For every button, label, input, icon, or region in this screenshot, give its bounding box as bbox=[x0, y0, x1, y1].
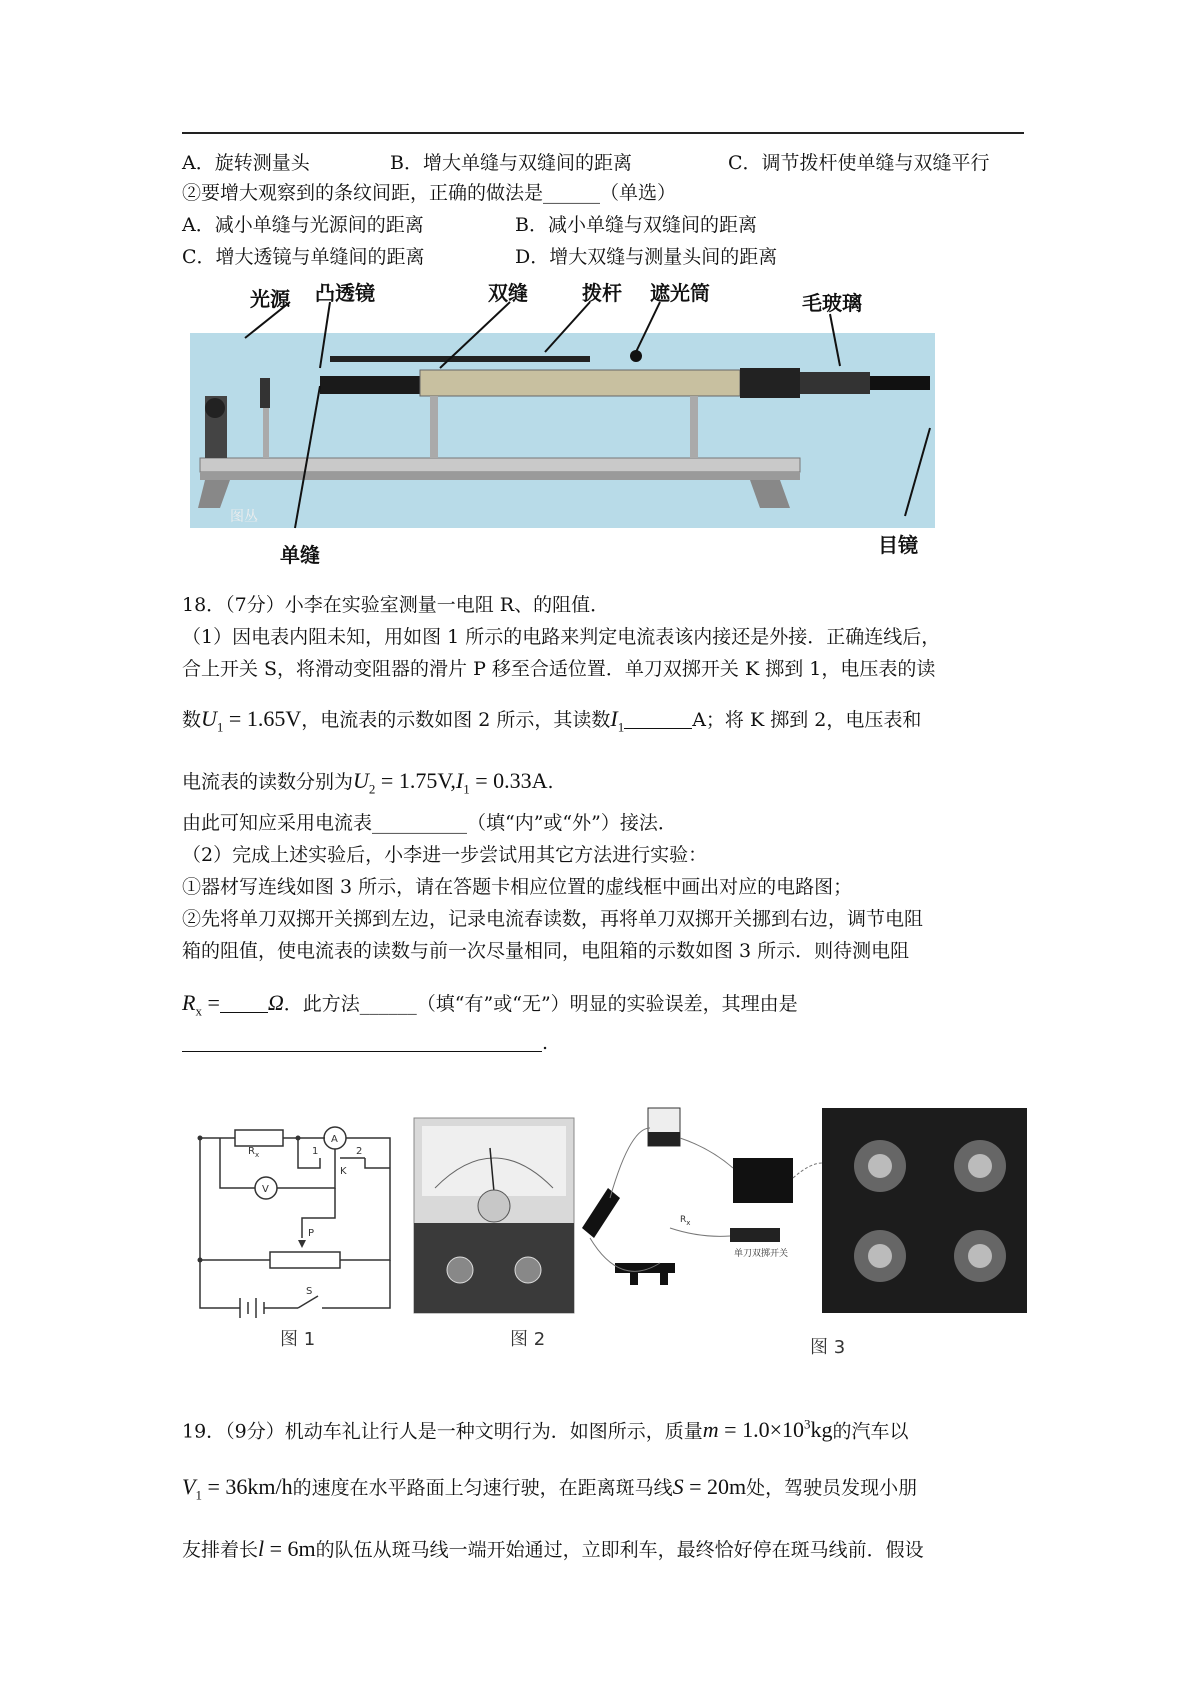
q18-part1-line4: 电流表的读数分别为$U_2 = 1.75V,I_1 = 0.33A$. bbox=[182, 768, 554, 797]
fig1-slider-arrow bbox=[298, 1240, 306, 1248]
q18-part2-line5: $R_x = \Omega$．此方法______（填“有”或“无”）明显的实验误差，其理由是 bbox=[182, 990, 798, 1019]
u1-formula: $U_1 = 1.65V$ bbox=[201, 706, 302, 735]
light-source-assembly bbox=[205, 396, 227, 458]
option-a-reduce-source-distance: A．减小单缝与光源间的距离 bbox=[182, 214, 424, 236]
option-c-increase-lens-distance: C．增大透镜与单缝间的距离 bbox=[182, 246, 425, 268]
option-c-adjust-lever: C．调节拨杆使单缝与双缝平行 bbox=[728, 152, 990, 174]
q18-part2-line1: （2）完成上述实验后，小李进一步尝试用其它方法进行实验： bbox=[182, 844, 708, 866]
reason-answer-blank[interactable] bbox=[182, 1033, 542, 1052]
fig3-equipment-photo bbox=[582, 1108, 1027, 1313]
q18-part2-line6: . bbox=[182, 1030, 1024, 1056]
fig1-rheostat bbox=[270, 1252, 340, 1268]
q19-line3: 友排着长l = 6m的队伍从斑马线一端开始通过，立即利车，最终恰好停在斑马线前．假设 bbox=[182, 1536, 924, 1561]
fig1-label-voltmeter: V bbox=[262, 1184, 269, 1195]
double-slit-apparatus-figure bbox=[190, 278, 1020, 578]
fig1-node bbox=[296, 1136, 301, 1141]
label-shade-tube: 遮光筒 bbox=[650, 281, 710, 305]
label-single-slit: 单缝 bbox=[280, 543, 320, 567]
option-b-increase-slit-distance: B．增大单缝与双缝间的距离 bbox=[390, 152, 632, 174]
fig1-label-pos2: 2 bbox=[356, 1146, 363, 1157]
q19-line2: $V_1 = 36km/h$的速度在水平路面上匀速行驶，在距离斑马线S = 20m处，驾驶员发现小朋 bbox=[182, 1474, 918, 1503]
fig2-ammeter-photo bbox=[414, 1118, 574, 1313]
fig1-label-rx: $R_x$ bbox=[248, 1146, 260, 1159]
q18-part1-line3: 数$U_1 = 1.65V$，电流表的示数如图 2 所示，其读数$I_1$ A；将 K 掷到 2，电压表和 bbox=[182, 706, 922, 735]
u2-i2-formula: $U_2 = 1.75V,I_1 = 0.33A$ bbox=[353, 768, 548, 797]
fig1-node bbox=[198, 1136, 203, 1141]
option-b-reduce-slit-distance: B．减小单缝与双缝间的距离 bbox=[515, 214, 757, 236]
label-eyepiece: 目镜 bbox=[878, 533, 918, 557]
q18-part1-line5: 由此可知应采用电流表__________（填“内”或“外”）接法． bbox=[182, 812, 677, 834]
fig3-label-switch: 单刀双掷开关 bbox=[734, 1249, 789, 1259]
label-convex-lens: 凸透镜 bbox=[315, 281, 375, 305]
i1-symbol: $I_1$ bbox=[610, 706, 625, 735]
fig1-label-s: S bbox=[306, 1286, 313, 1297]
label-double-slit: 双缝 bbox=[488, 281, 528, 305]
fig1-label-k: K bbox=[340, 1166, 347, 1177]
rx-answer-blank[interactable] bbox=[220, 994, 268, 1013]
i1-answer-blank[interactable] bbox=[624, 710, 692, 729]
figures-1-3 bbox=[190, 1088, 1120, 1360]
fig2-caption: 图 2 bbox=[510, 1329, 546, 1350]
fig1-node bbox=[198, 1258, 203, 1263]
q18-title: 18．（7分）小李在实验室测量一电阻 R、的阻值． bbox=[182, 594, 610, 616]
rx-formula: $R_x$ = bbox=[182, 990, 220, 1019]
q18-part2-line2: ①器材写连线如图 3 所示，请在答题卡相应位置的虚线框中画出对应的电路图； bbox=[182, 876, 853, 898]
question-2-stem: ②要增大观察到的条纹间距，正确的做法是______（单选） bbox=[182, 182, 677, 204]
q18-part1-line1: （1）因电表内阻未知，用如图 1 所示的电路来判定电流表该内接还是外接．正确连线后， bbox=[182, 626, 941, 648]
length-formula: l = 6m bbox=[258, 1536, 316, 1561]
fig3-label-rx: $R_x$ bbox=[680, 1215, 691, 1227]
apparatus-corner-mark: 图丛 bbox=[230, 509, 258, 525]
fig1-label-p: P bbox=[308, 1228, 315, 1239]
label-light-source: 光源 bbox=[250, 287, 290, 311]
lever-knob bbox=[630, 350, 642, 362]
label-frosted-glass: 毛玻璃 bbox=[802, 291, 862, 315]
fig1-label-ammeter: A bbox=[331, 1134, 338, 1145]
option-d-increase-screen-distance: D．增大双缝与测量头间的距离 bbox=[515, 246, 778, 268]
q18-part1-line2: 合上开关 S，将滑动变阻器的滑片 P 移至合适位置．单刀双掷开关 K 掷到 1，电压表的读 bbox=[182, 658, 936, 680]
q18-part2-line3: ②先将单刀双掷开关掷到左边，记录电流春读数，再将单刀双掷开关挪到右边，调节电阻 bbox=[182, 908, 924, 930]
fig1-caption: 图 1 bbox=[280, 1329, 316, 1350]
distance-formula: S = 20m bbox=[672, 1474, 747, 1499]
fig3-caption: 图 3 bbox=[810, 1337, 846, 1358]
fig1-label-pos1: 1 bbox=[312, 1146, 319, 1157]
top-rule bbox=[182, 132, 1024, 134]
mass-formula: $m = 1.0\times 10^3kg$ bbox=[702, 1417, 833, 1443]
fig1-resistor-rx bbox=[235, 1130, 283, 1146]
q19-line1: 19．（9分）机动车礼让行人是一种文明行为．如图所示，质量$m = 1.0\times 10^3kg$的汽车以 bbox=[182, 1417, 909, 1443]
apparatus-photo-background bbox=[190, 333, 935, 528]
lever-rod bbox=[330, 356, 590, 362]
velocity-formula: $V_1 = 36km/h$ bbox=[182, 1474, 293, 1503]
label-lever: 拨杆 bbox=[582, 281, 622, 305]
q18-part2-line4: 箱的阻值，使电流表的读数与前一次尽量相同，电阻箱的示数如图 3 所示．则待测电阻 bbox=[182, 940, 910, 962]
option-a-rotate-head: A．旋转测量头 bbox=[182, 152, 310, 174]
